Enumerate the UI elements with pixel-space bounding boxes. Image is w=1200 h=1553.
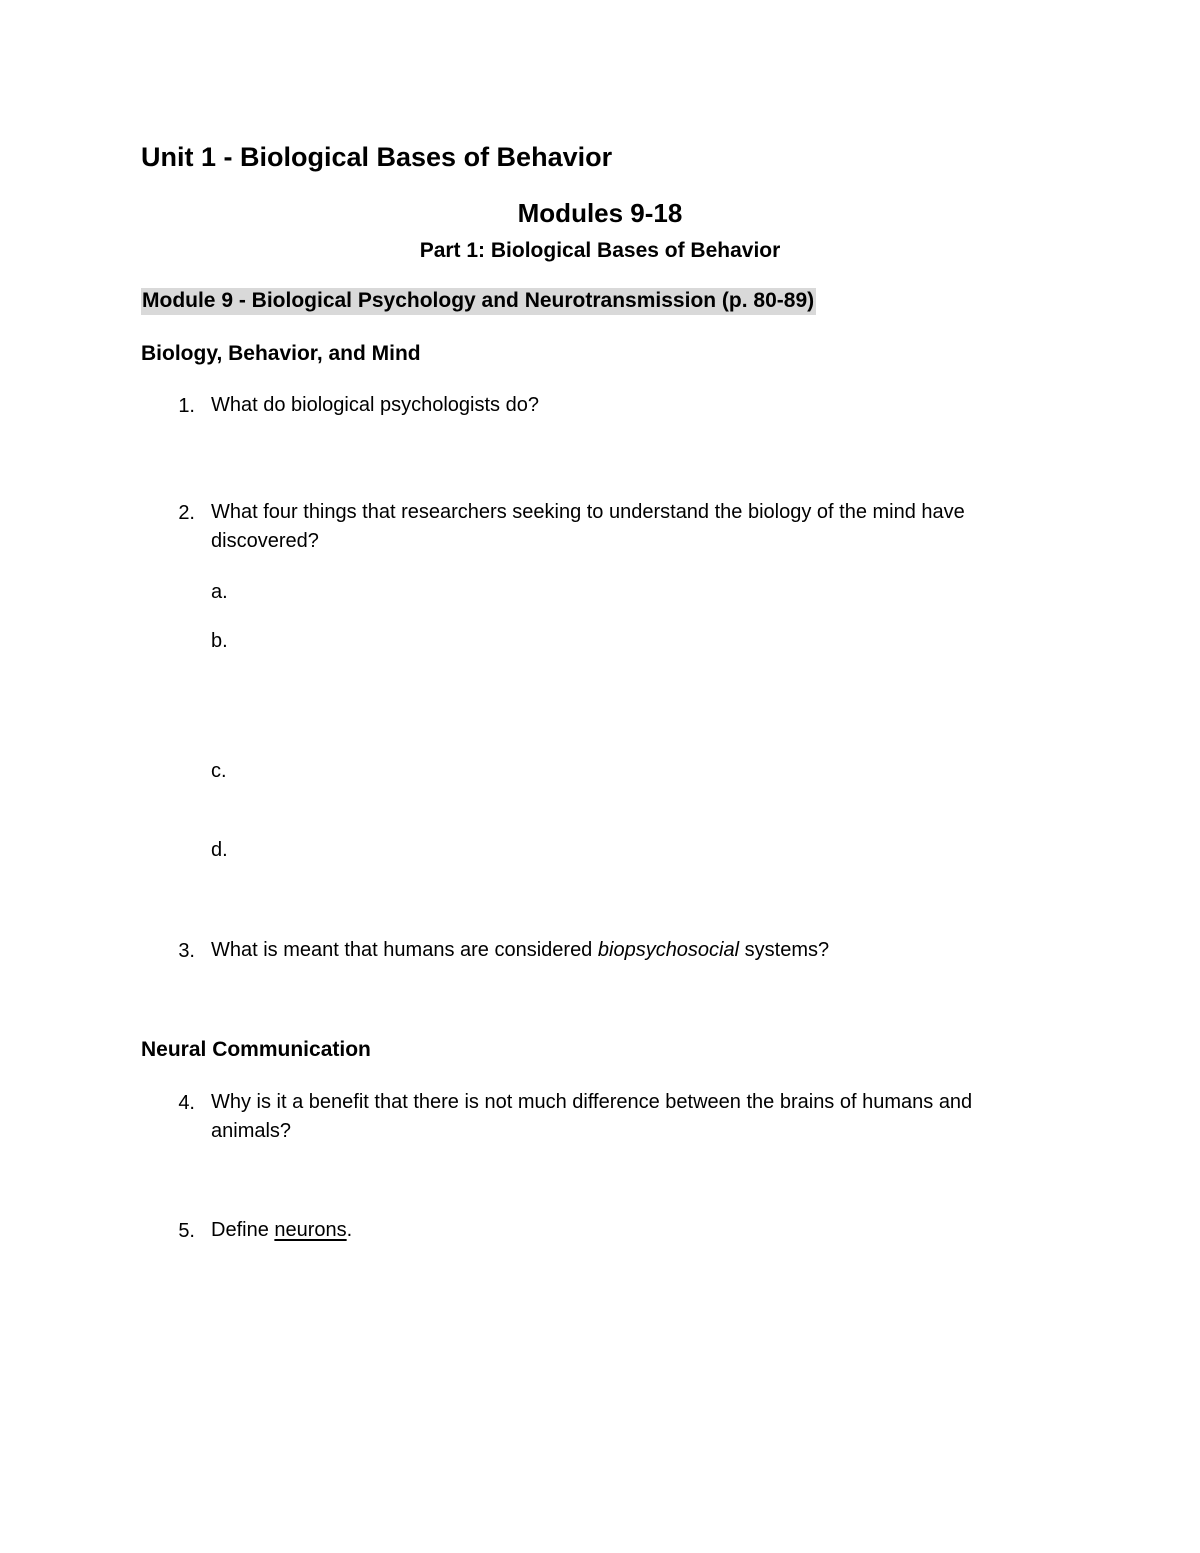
- underlined-term: neurons: [274, 1219, 347, 1241]
- question-number: 1.: [178, 395, 195, 417]
- section-heading-neural: Neural Communication: [141, 1038, 371, 1061]
- section-heading-biology: Biology, Behavior, and Mind: [141, 342, 421, 365]
- question-text-part: systems?: [739, 939, 830, 961]
- sub-item-d: d.: [211, 839, 228, 861]
- question-text-part: Define: [211, 1219, 275, 1241]
- question-text: What four things that researchers seeking to understand the biology of the mind have discovered?: [211, 501, 965, 552]
- module-heading: Module 9 - Biological Psychology and Neurotransmission (p. 80-89): [141, 288, 816, 315]
- question-number: 5.: [178, 1220, 195, 1242]
- question-text: [211, 936, 1051, 965]
- question-text: What do biological psychologists do?: [211, 394, 539, 416]
- question-number: 4.: [178, 1092, 195, 1114]
- modules-title: Modules 9-18: [517, 198, 683, 228]
- question-text: [211, 1216, 1051, 1245]
- sub-item-b: b.: [211, 630, 228, 652]
- question-text-part: .: [346, 1219, 353, 1241]
- question-number: 2.: [178, 502, 195, 524]
- question-text-part: What is meant that humans are considered: [211, 939, 598, 961]
- sub-item-c: c.: [211, 760, 227, 782]
- question-text: Why is it a benefit that there is not much difference between the brains of humans and animals?: [211, 1091, 973, 1142]
- sub-item-a: a.: [211, 581, 228, 603]
- italic-term: biopsychosocial: [597, 939, 740, 961]
- part-title: Part 1: Biological Bases of Behavior: [419, 239, 781, 262]
- question-number: 3.: [178, 940, 195, 962]
- unit-title: Unit 1 - Biological Bases of Behavior: [141, 142, 613, 172]
